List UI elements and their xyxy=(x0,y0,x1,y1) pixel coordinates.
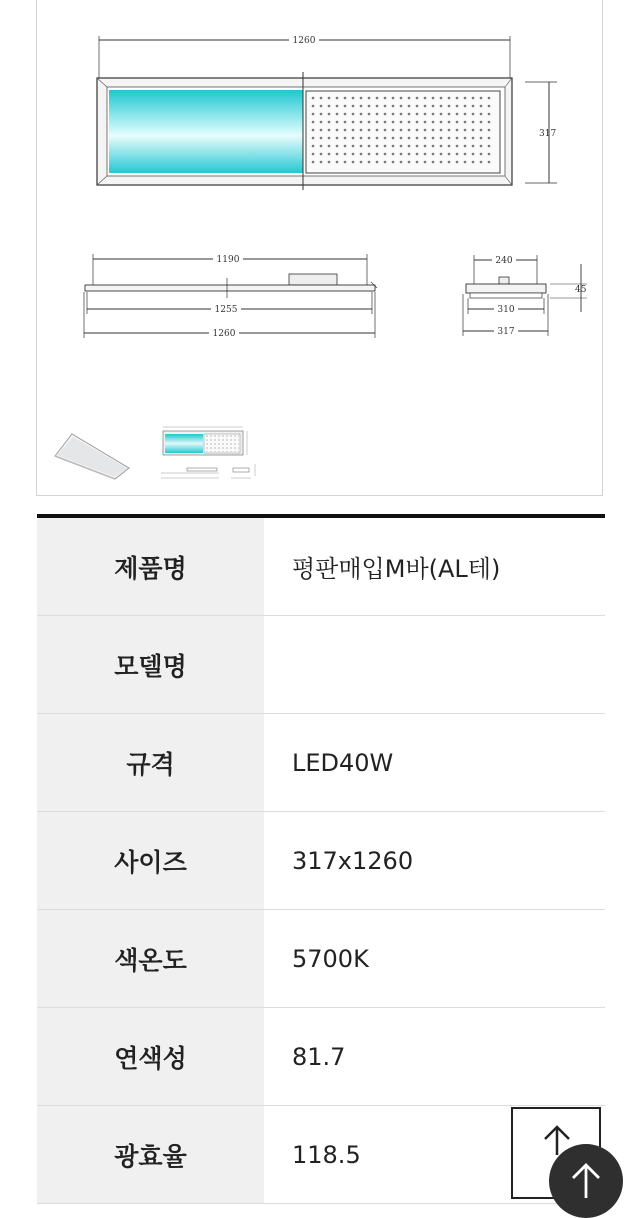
end-mid-label: 310 xyxy=(497,305,515,315)
product-drawing xyxy=(36,0,603,496)
spec-label: 규격 xyxy=(37,714,264,811)
thumbnail-drawing[interactable] xyxy=(161,427,255,478)
technical-drawing xyxy=(37,0,604,496)
spec-label: 연색성 xyxy=(37,1008,264,1105)
spec-row-color-temperature xyxy=(37,910,605,1008)
spec-row-standard xyxy=(37,714,605,812)
end-depth-label: 45 xyxy=(575,285,587,295)
spec-value: 317x1260 xyxy=(292,846,414,875)
spec-value xyxy=(264,616,605,713)
floating-top-button[interactable] xyxy=(549,1144,623,1218)
spec-row-color-rendering xyxy=(37,1008,605,1106)
end-view xyxy=(463,254,587,337)
spec-label: 색온도 xyxy=(37,910,264,1007)
spec-value: 5700K xyxy=(292,944,369,973)
spec-row-product-name xyxy=(37,518,605,616)
spec-value: 평판매입M바(AL테) xyxy=(292,555,501,583)
spec-label: 광효율 xyxy=(37,1106,264,1203)
end-top-label: 240 xyxy=(495,256,513,266)
spec-label: 모델명 xyxy=(37,616,264,713)
spec-table xyxy=(37,514,605,1204)
spec-label: 제품명 xyxy=(37,518,264,615)
side-view xyxy=(84,253,377,339)
spec-value: LED40W xyxy=(292,748,394,777)
top-view xyxy=(97,33,557,190)
spec-value: 81.7 xyxy=(292,1042,346,1071)
spec-label: 사이즈 xyxy=(37,812,264,909)
top-height-label: 317 xyxy=(539,129,557,139)
spec-row-model-name xyxy=(37,616,605,714)
thumbnail-perspective[interactable] xyxy=(55,434,129,479)
side-total-label: 1260 xyxy=(212,329,236,339)
end-total-label: 317 xyxy=(497,327,515,337)
spec-value: 118.5 xyxy=(292,1140,361,1169)
arrow-up-icon xyxy=(568,1160,604,1200)
top-width-label: 1260 xyxy=(292,36,316,46)
side-frame-label: 1255 xyxy=(214,305,238,315)
side-inner-label: 1190 xyxy=(216,255,240,265)
spec-row-size xyxy=(37,812,605,910)
